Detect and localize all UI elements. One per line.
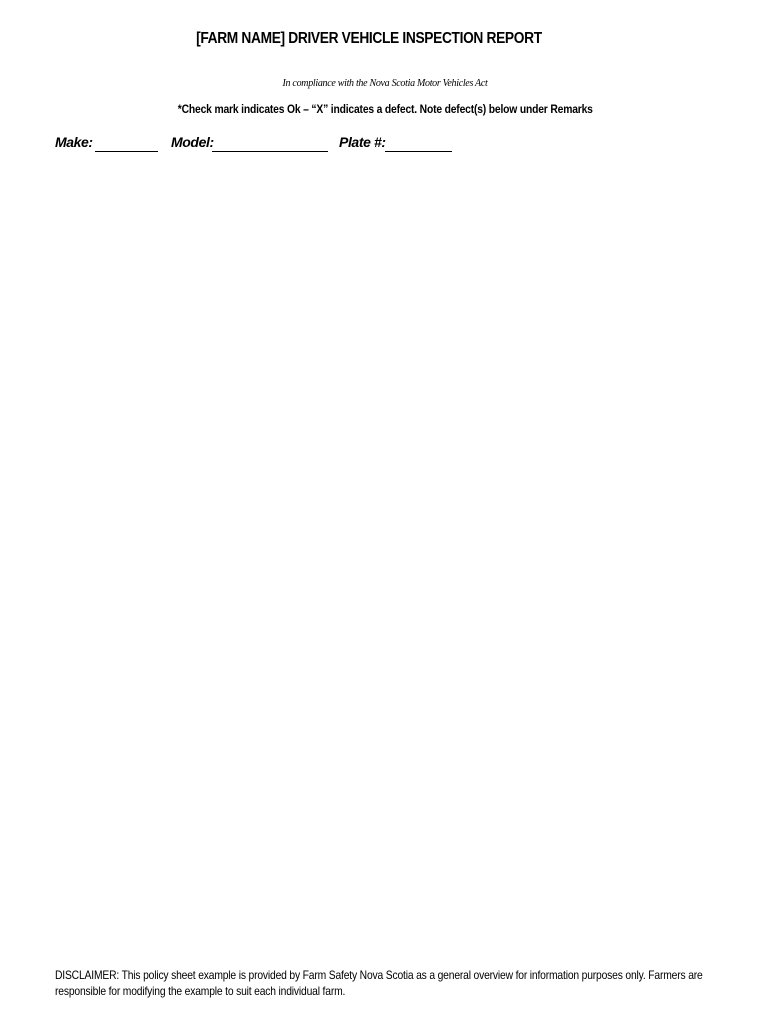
plate-label: Plate #: (339, 134, 386, 150)
disclaimer-line-2: responsible for modifying the example to suit each individual farm. (55, 984, 346, 998)
make-field[interactable] (55, 134, 165, 156)
inspection-instructions: *Check mark indicates Ok – “X” indicates a defect. Note defect(s) below under Remarks (177, 102, 593, 116)
document-title: [FARM NAME] DRIVER VEHICLE INSPECTION REPORT (196, 30, 542, 47)
model-field[interactable] (171, 134, 331, 156)
vehicle-fields (55, 134, 515, 156)
disclaimer-line-1: DISCLAIMER: This policy sheet example is provided by Farm Safety Nova Scotia as a general overview for information purposes only. Farmers are (55, 968, 703, 982)
plate-field[interactable] (339, 134, 459, 156)
document-subtitle: In compliance with the Nova Scotia Motor Vehicles Act (282, 78, 488, 89)
model-label: Model: (171, 134, 214, 150)
plate-blank-line[interactable] (385, 151, 452, 152)
disclaimer (55, 967, 717, 999)
make-label: Make: (55, 134, 93, 150)
make-blank-line[interactable] (95, 151, 158, 152)
model-blank-line[interactable] (212, 151, 328, 152)
